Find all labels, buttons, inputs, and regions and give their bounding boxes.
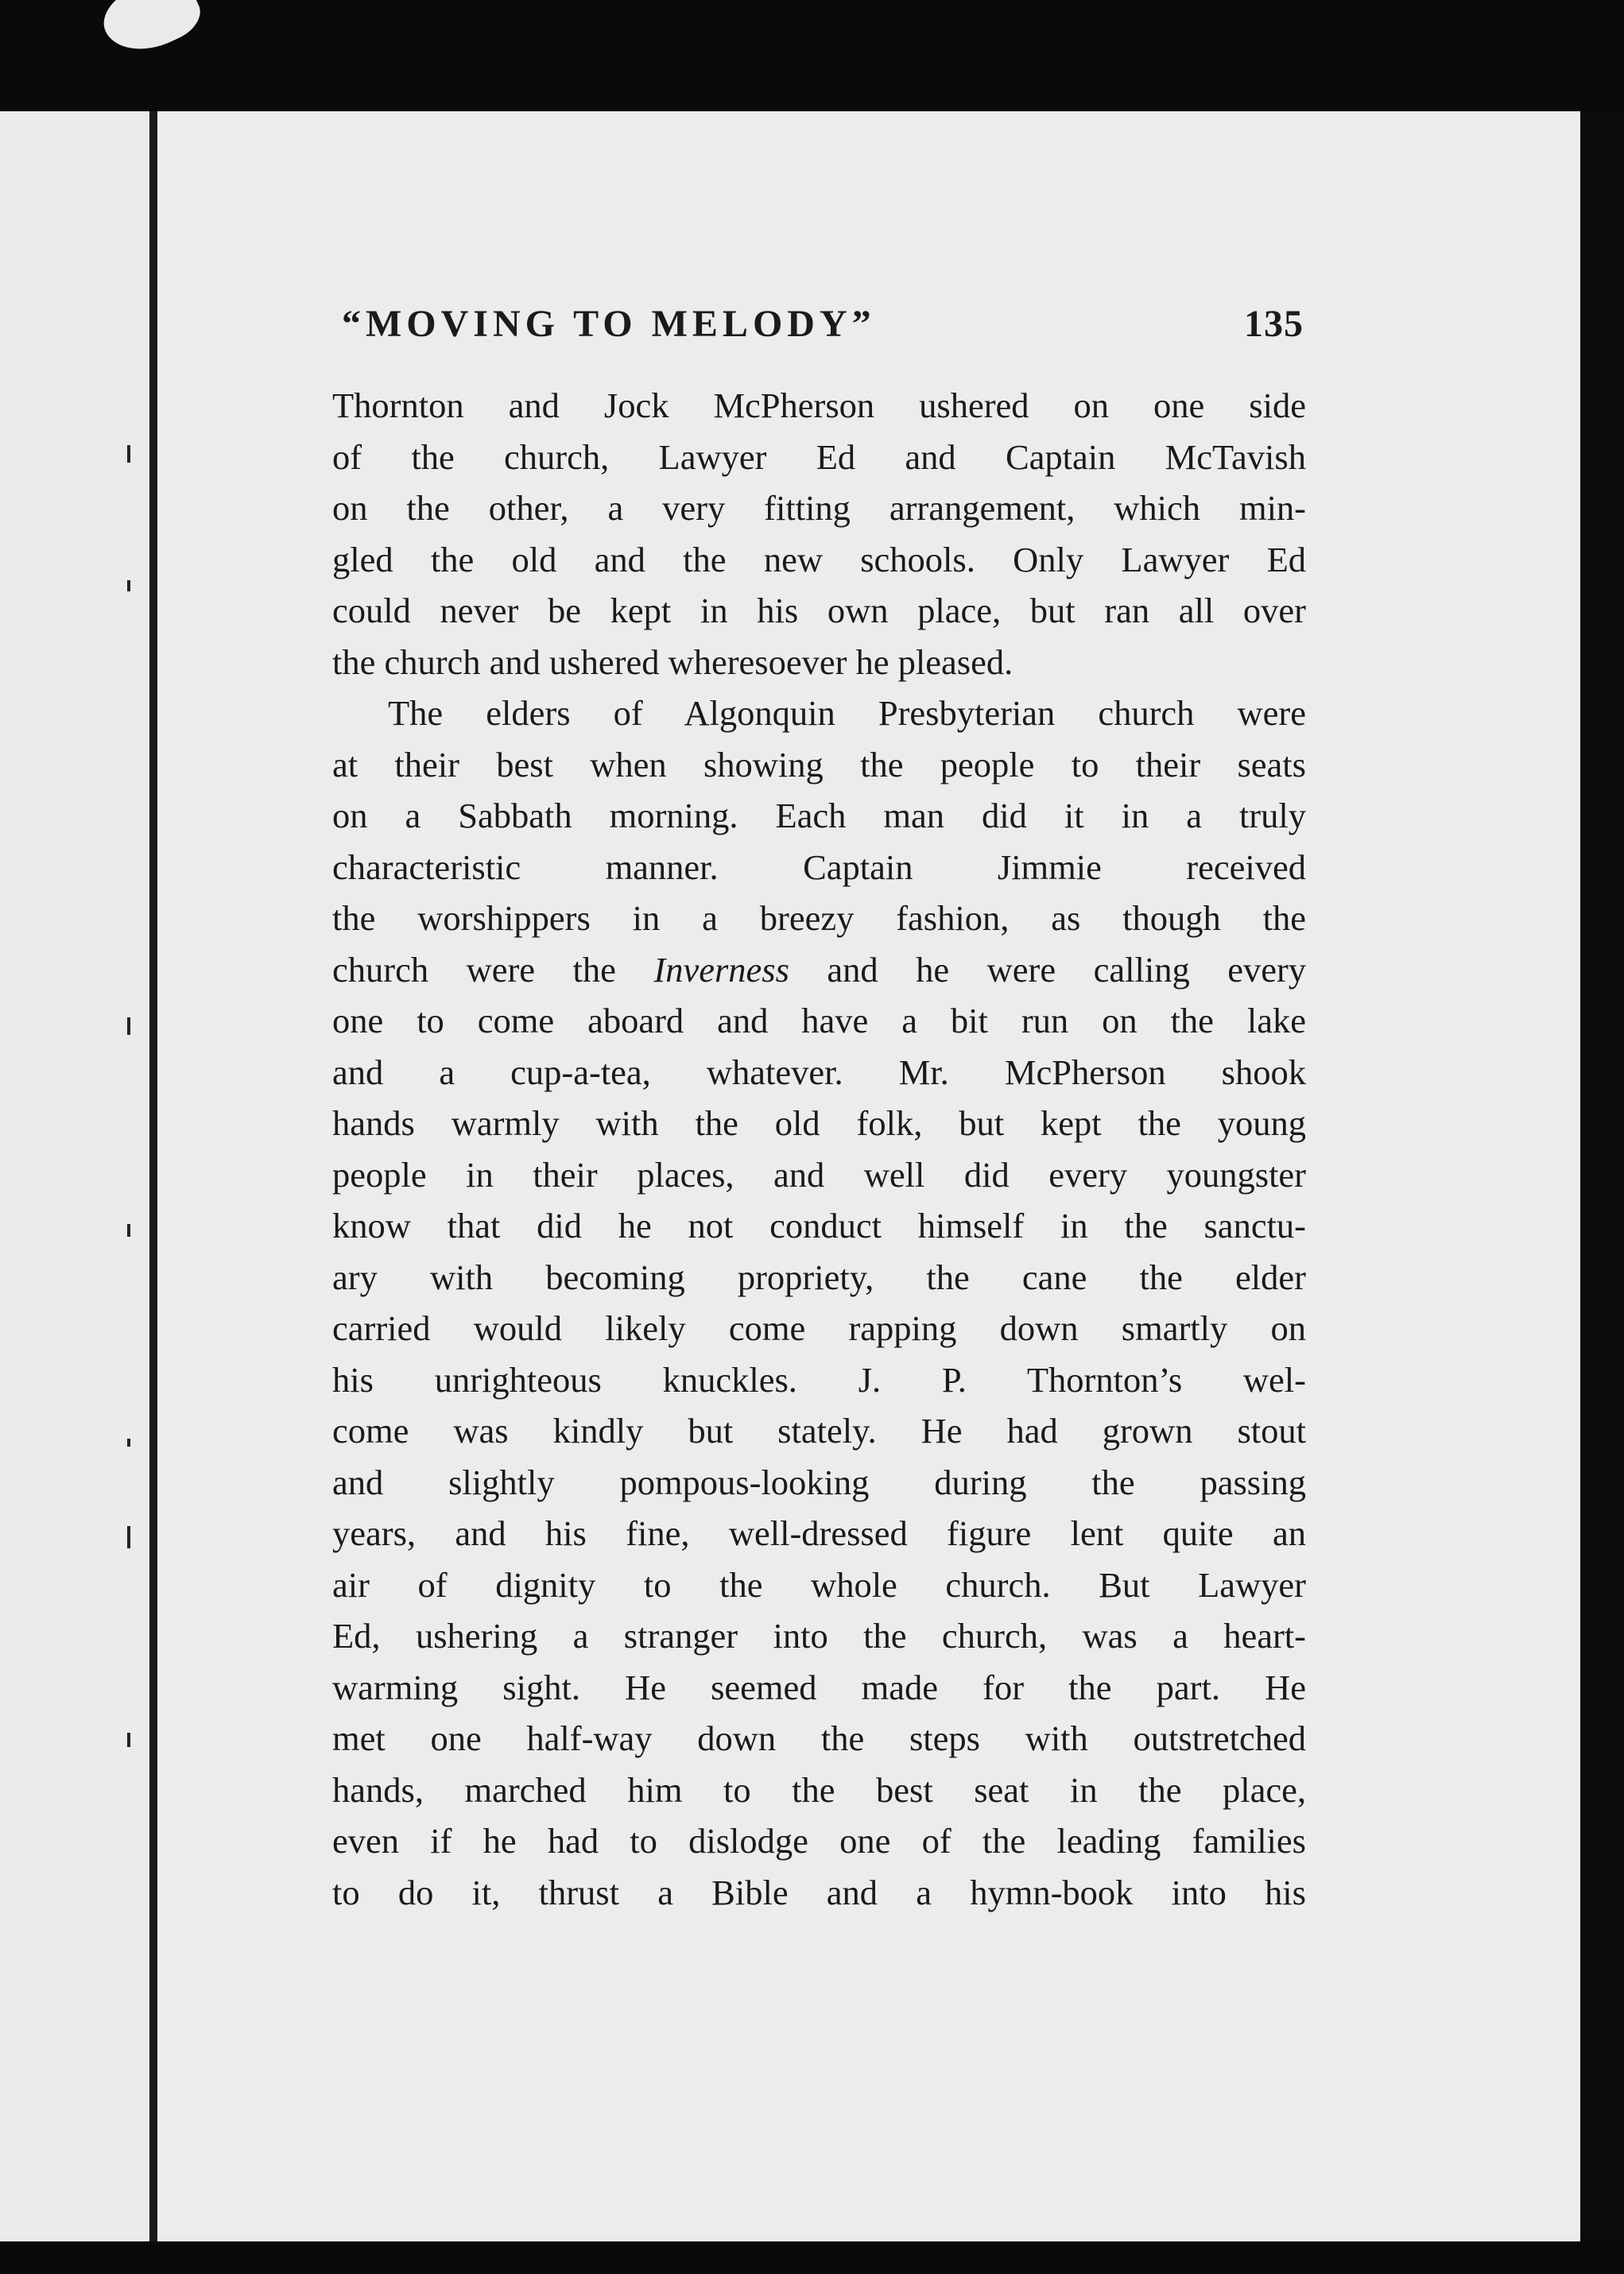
gutter-marks: [119, 445, 151, 2194]
running-head: [342, 302, 1304, 358]
text-line: on the other, a very fitting arrangement, which min-: [332, 488, 1306, 528]
text-line: carried would likely come rapping down smartly on: [332, 1308, 1306, 1348]
text-line: the church and ushered wheresoever he pleased.: [332, 641, 1014, 682]
text-line: and a cup-a-tea, whatever. Mr. McPherson shook: [332, 1052, 1306, 1092]
text-line: could never be kept in his own place, but ran all over: [332, 591, 1306, 630]
text-line: ary with becoming propriety, the cane the elder: [332, 1257, 1306, 1297]
text-line: and slightly pompous-looking during the passing: [332, 1462, 1306, 1502]
text-line: know that did he not conduct himself in the sanctu-: [332, 1206, 1306, 1245]
running-head-title: “MOVING TO MELODY”: [342, 303, 876, 345]
body-text: [332, 380, 1306, 1918]
text-segment: and he were calling every: [827, 949, 1307, 990]
text-line: even if he had to dislodge one of the leading families: [332, 1821, 1306, 1861]
text-line: one to come aboard and have a bit run on the lake: [332, 1001, 1306, 1040]
text-line: The elders of Algonquin Presbyterian church were: [388, 693, 1306, 733]
text-line: on a Sabbath morning. Each man did it in a truly: [332, 796, 1306, 835]
text-line: warming sight. He seemed made for the part. He: [332, 1667, 1306, 1707]
text-line: characteristic manner. Captain Jimmie received: [332, 846, 1306, 887]
scan-right-border: [1580, 119, 1624, 2274]
text-line: [332, 944, 1306, 996]
ship-name: Inverness: [653, 949, 789, 990]
text-line: hands, marched him to the best seat in the place,: [332, 1769, 1306, 1810]
page-number: 135: [1244, 303, 1304, 345]
text-line: met one half-way down the steps with outstretched: [332, 1718, 1306, 1758]
text-line: at their best when showing the people to their seats: [332, 744, 1306, 784]
text-line: gled the old and the new schools. Only Lawyer Ed: [332, 539, 1306, 579]
text-line: of the church, Lawyer Ed and Captain McTavish: [332, 436, 1306, 477]
scan-top-border: [0, 0, 1624, 111]
text-line: hands warmly with the old folk, but kept the young: [332, 1103, 1306, 1143]
text-line: Thornton and Jock McPherson ushered on one side: [332, 385, 1306, 425]
text-line: the worshippers in a breezy fashion, as though the: [332, 898, 1306, 938]
text-line: years, and his fine, well-dressed figure lent quite an: [332, 1513, 1306, 1553]
text-segment: church were the: [332, 949, 616, 990]
text-line: come was kindly but stately. He had grown stout: [332, 1411, 1306, 1451]
text-line: people in their places, and well did every youngster: [332, 1154, 1306, 1195]
text-line: Ed, ushering a stranger into the church, was a heart-: [332, 1616, 1306, 1656]
text-line: to do it, thrust a Bible and a hymn-book into his: [332, 1872, 1306, 1912]
text-line: air of dignity to the whole church. But Lawyer: [332, 1564, 1306, 1605]
text-line: his unrighteous knuckles. J. P. Thornton’s wel-: [332, 1359, 1306, 1400]
scan-bottom-border: [0, 2241, 1624, 2274]
